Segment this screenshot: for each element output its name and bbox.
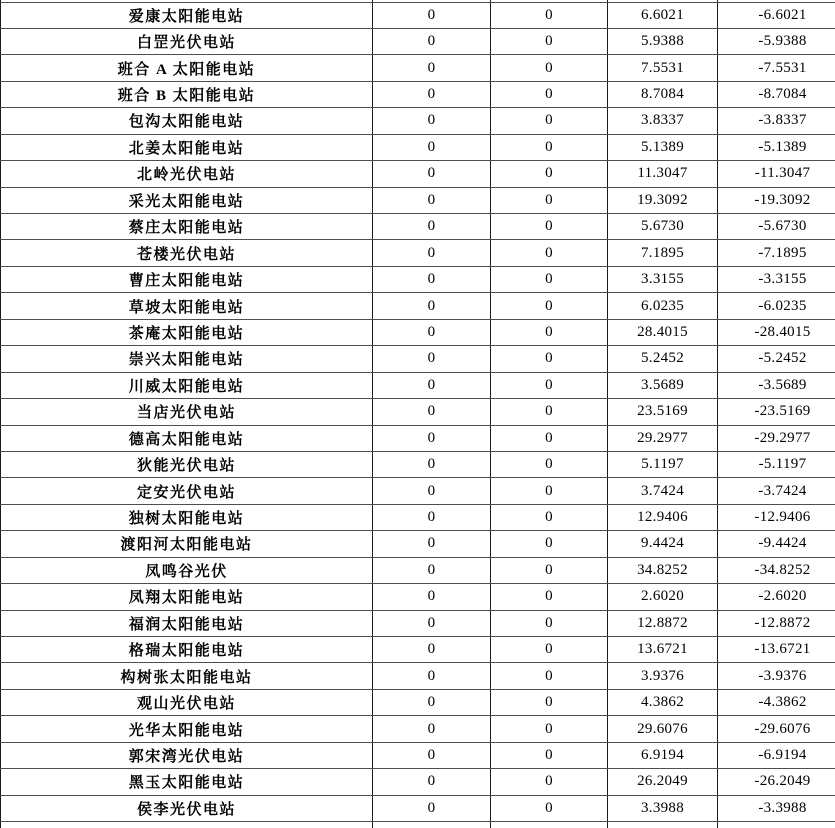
value-cell: 0 (491, 2, 608, 28)
table-row (1, 399, 835, 425)
station-name-cell: 川威太阳能电站 (1, 372, 373, 398)
table-row (1, 795, 835, 821)
table-row (1, 478, 835, 504)
value-cell: -7.5531 (718, 55, 835, 81)
station-name-cell: 侯李光伏电站 (1, 795, 373, 821)
value-cell: 0 (373, 81, 491, 107)
table-row (1, 769, 835, 795)
station-name-cell: 苍楼光伏电站 (1, 240, 373, 266)
value-cell: 28.4015 (608, 319, 718, 345)
value-cell: 8.7084 (608, 81, 718, 107)
value-cell: 3.3155 (608, 266, 718, 292)
station-table-body (1, 0, 835, 828)
station-name-cell: 北岭光伏电站 (1, 161, 373, 187)
value-cell: 0 (491, 346, 608, 372)
value-cell: 0 (491, 637, 608, 663)
value-cell: -26.2049 (718, 769, 835, 795)
value-cell: 0 (373, 319, 491, 345)
empty-cell (1, 822, 373, 828)
table-row (1, 451, 835, 477)
value-cell: 7.1895 (608, 240, 718, 266)
value-cell: 0 (373, 214, 491, 240)
value-cell: 6.6021 (608, 2, 718, 28)
table-row (1, 2, 835, 28)
value-cell: -4.3862 (718, 689, 835, 715)
station-name-cell: 当店光伏电站 (1, 399, 373, 425)
value-cell: -7.1895 (718, 240, 835, 266)
value-cell: 0 (373, 161, 491, 187)
value-cell: -6.0235 (718, 293, 835, 319)
value-cell: -3.3155 (718, 266, 835, 292)
value-cell: 0 (491, 161, 608, 187)
value-cell: 0 (491, 372, 608, 398)
value-cell: -3.3988 (718, 795, 835, 821)
value-cell: -5.6730 (718, 214, 835, 240)
value-cell: -34.8252 (718, 557, 835, 583)
value-cell: 0 (373, 557, 491, 583)
value-cell: 3.8337 (608, 108, 718, 134)
value-cell: -3.9376 (718, 663, 835, 689)
station-name-cell: 定安光伏电站 (1, 478, 373, 504)
station-name-cell: 白罡光伏电站 (1, 28, 373, 54)
table-row (1, 346, 835, 372)
value-cell: 0 (373, 663, 491, 689)
station-name-cell: 郭宋湾光伏电站 (1, 742, 373, 768)
value-cell: 26.2049 (608, 769, 718, 795)
station-name-cell: 蔡庄太阳能电站 (1, 214, 373, 240)
empty-cell (491, 822, 608, 828)
value-cell: 4.3862 (608, 689, 718, 715)
value-cell: 29.6076 (608, 716, 718, 742)
value-cell: 3.7424 (608, 478, 718, 504)
station-name-cell: 光华太阳能电站 (1, 716, 373, 742)
value-cell: 3.5689 (608, 372, 718, 398)
station-name-cell: 崇兴太阳能电站 (1, 346, 373, 372)
value-cell: 0 (373, 108, 491, 134)
station-name-cell: 德高太阳能电站 (1, 425, 373, 451)
value-cell: -5.2452 (718, 346, 835, 372)
value-cell: 0 (491, 716, 608, 742)
table-row (1, 716, 835, 742)
value-cell: 5.9388 (608, 28, 718, 54)
table-row (1, 504, 835, 530)
value-cell: 29.2977 (608, 425, 718, 451)
station-name-cell: 班合 A 太阳能电站 (1, 55, 373, 81)
table-row (1, 610, 835, 636)
empty-cell (608, 822, 718, 828)
value-cell: -13.6721 (718, 637, 835, 663)
value-cell: 0 (491, 240, 608, 266)
value-cell: -5.9388 (718, 28, 835, 54)
value-cell: 0 (491, 266, 608, 292)
cropped-row-bottom (1, 822, 835, 828)
table-row (1, 663, 835, 689)
table-row (1, 425, 835, 451)
station-name-cell: 格瑞太阳能电站 (1, 637, 373, 663)
station-name-cell: 狄能光伏电站 (1, 451, 373, 477)
value-cell: 11.3047 (608, 161, 718, 187)
value-cell: -29.2977 (718, 425, 835, 451)
station-name-cell: 包沟太阳能电站 (1, 108, 373, 134)
value-cell: 0 (491, 795, 608, 821)
station-name-cell: 构树张太阳能电站 (1, 663, 373, 689)
value-cell: 0 (491, 187, 608, 213)
value-cell: 0 (373, 28, 491, 54)
value-cell: 0 (491, 81, 608, 107)
value-cell: 5.2452 (608, 346, 718, 372)
value-cell: 0 (373, 769, 491, 795)
value-cell: 0 (373, 742, 491, 768)
value-cell: 19.3092 (608, 187, 718, 213)
value-cell: 0 (373, 531, 491, 557)
empty-cell (718, 822, 835, 828)
empty-cell (373, 822, 491, 828)
table-row (1, 108, 835, 134)
value-cell: 0 (373, 2, 491, 28)
table-row (1, 689, 835, 715)
table-row (1, 531, 835, 557)
value-cell: -2.6020 (718, 584, 835, 610)
value-cell: -3.7424 (718, 478, 835, 504)
value-cell: 0 (373, 134, 491, 160)
value-cell: 3.3988 (608, 795, 718, 821)
value-cell: 0 (491, 134, 608, 160)
value-cell: 0 (373, 346, 491, 372)
value-cell: 34.8252 (608, 557, 718, 583)
station-name-cell: 渡阳河太阳能电站 (1, 531, 373, 557)
value-cell: 9.4424 (608, 531, 718, 557)
value-cell: 0 (491, 531, 608, 557)
value-cell: 0 (373, 451, 491, 477)
table-row (1, 161, 835, 187)
value-cell: 0 (491, 108, 608, 134)
value-cell: 0 (373, 187, 491, 213)
value-cell: 6.9194 (608, 742, 718, 768)
value-cell: 7.5531 (608, 55, 718, 81)
station-name-cell: 采光太阳能电站 (1, 187, 373, 213)
value-cell: 0 (373, 266, 491, 292)
value-cell: 0 (373, 293, 491, 319)
station-name-cell: 观山光伏电站 (1, 689, 373, 715)
table-row (1, 372, 835, 398)
value-cell: 0 (491, 28, 608, 54)
value-cell: 12.8872 (608, 610, 718, 636)
table-row (1, 742, 835, 768)
value-cell: 0 (491, 504, 608, 530)
value-cell: -3.8337 (718, 108, 835, 134)
value-cell: 5.1197 (608, 451, 718, 477)
value-cell: -5.1197 (718, 451, 835, 477)
value-cell: 0 (373, 425, 491, 451)
value-cell: 0 (373, 689, 491, 715)
table-row (1, 214, 835, 240)
value-cell: -8.7084 (718, 81, 835, 107)
value-cell: 0 (491, 478, 608, 504)
station-name-cell: 凤翔太阳能电站 (1, 584, 373, 610)
value-cell: 3.9376 (608, 663, 718, 689)
value-cell: 0 (373, 240, 491, 266)
value-cell: 0 (491, 399, 608, 425)
value-cell: 0 (373, 399, 491, 425)
value-cell: 0 (373, 610, 491, 636)
station-name-cell: 黑玉太阳能电站 (1, 769, 373, 795)
value-cell: 0 (491, 610, 608, 636)
station-name-cell: 草坡太阳能电站 (1, 293, 373, 319)
value-cell: -5.1389 (718, 134, 835, 160)
station-name-cell: 凤鸣谷光伏 (1, 557, 373, 583)
value-cell: 0 (373, 372, 491, 398)
value-cell: 0 (373, 55, 491, 81)
value-cell: 12.9406 (608, 504, 718, 530)
value-cell: 0 (373, 795, 491, 821)
station-name-cell: 独树太阳能电站 (1, 504, 373, 530)
table-row (1, 55, 835, 81)
station-name-cell: 北姜太阳能电站 (1, 134, 373, 160)
table-row (1, 134, 835, 160)
value-cell: 2.6020 (608, 584, 718, 610)
table-row (1, 28, 835, 54)
station-name-cell: 茶庵太阳能电站 (1, 319, 373, 345)
value-cell: 0 (373, 637, 491, 663)
table-row (1, 81, 835, 107)
value-cell: 6.0235 (608, 293, 718, 319)
value-cell: -29.6076 (718, 716, 835, 742)
value-cell: 0 (491, 293, 608, 319)
value-cell: 0 (491, 425, 608, 451)
value-cell: -6.6021 (718, 2, 835, 28)
value-cell: 0 (491, 689, 608, 715)
value-cell: -12.9406 (718, 504, 835, 530)
value-cell: 0 (491, 319, 608, 345)
table-row (1, 584, 835, 610)
value-cell: -28.4015 (718, 319, 835, 345)
value-cell: 0 (491, 769, 608, 795)
value-cell: 0 (373, 716, 491, 742)
value-cell: 0 (373, 478, 491, 504)
station-name-cell: 曹庄太阳能电站 (1, 266, 373, 292)
value-cell: -19.3092 (718, 187, 835, 213)
station-name-cell: 班合 B 太阳能电站 (1, 81, 373, 107)
value-cell: 5.6730 (608, 214, 718, 240)
table-row (1, 187, 835, 213)
value-cell: 23.5169 (608, 399, 718, 425)
value-cell: 0 (373, 504, 491, 530)
station-name-cell: 福润太阳能电站 (1, 610, 373, 636)
value-cell: 0 (491, 663, 608, 689)
value-cell: 0 (491, 557, 608, 583)
value-cell: 0 (491, 584, 608, 610)
table-row (1, 557, 835, 583)
value-cell: 0 (491, 742, 608, 768)
value-cell: 0 (491, 55, 608, 81)
station-name-cell: 爱康太阳能电站 (1, 2, 373, 28)
table-row (1, 319, 835, 345)
value-cell: -12.8872 (718, 610, 835, 636)
value-cell: -9.4424 (718, 531, 835, 557)
value-cell: -6.9194 (718, 742, 835, 768)
table-row (1, 240, 835, 266)
value-cell: 0 (373, 584, 491, 610)
table-row (1, 266, 835, 292)
value-cell: 0 (491, 214, 608, 240)
value-cell: -3.5689 (718, 372, 835, 398)
value-cell: -11.3047 (718, 161, 835, 187)
table-row (1, 637, 835, 663)
value-cell: -23.5169 (718, 399, 835, 425)
value-cell: 13.6721 (608, 637, 718, 663)
value-cell: 0 (491, 451, 608, 477)
value-cell: 5.1389 (608, 134, 718, 160)
table-row (1, 293, 835, 319)
